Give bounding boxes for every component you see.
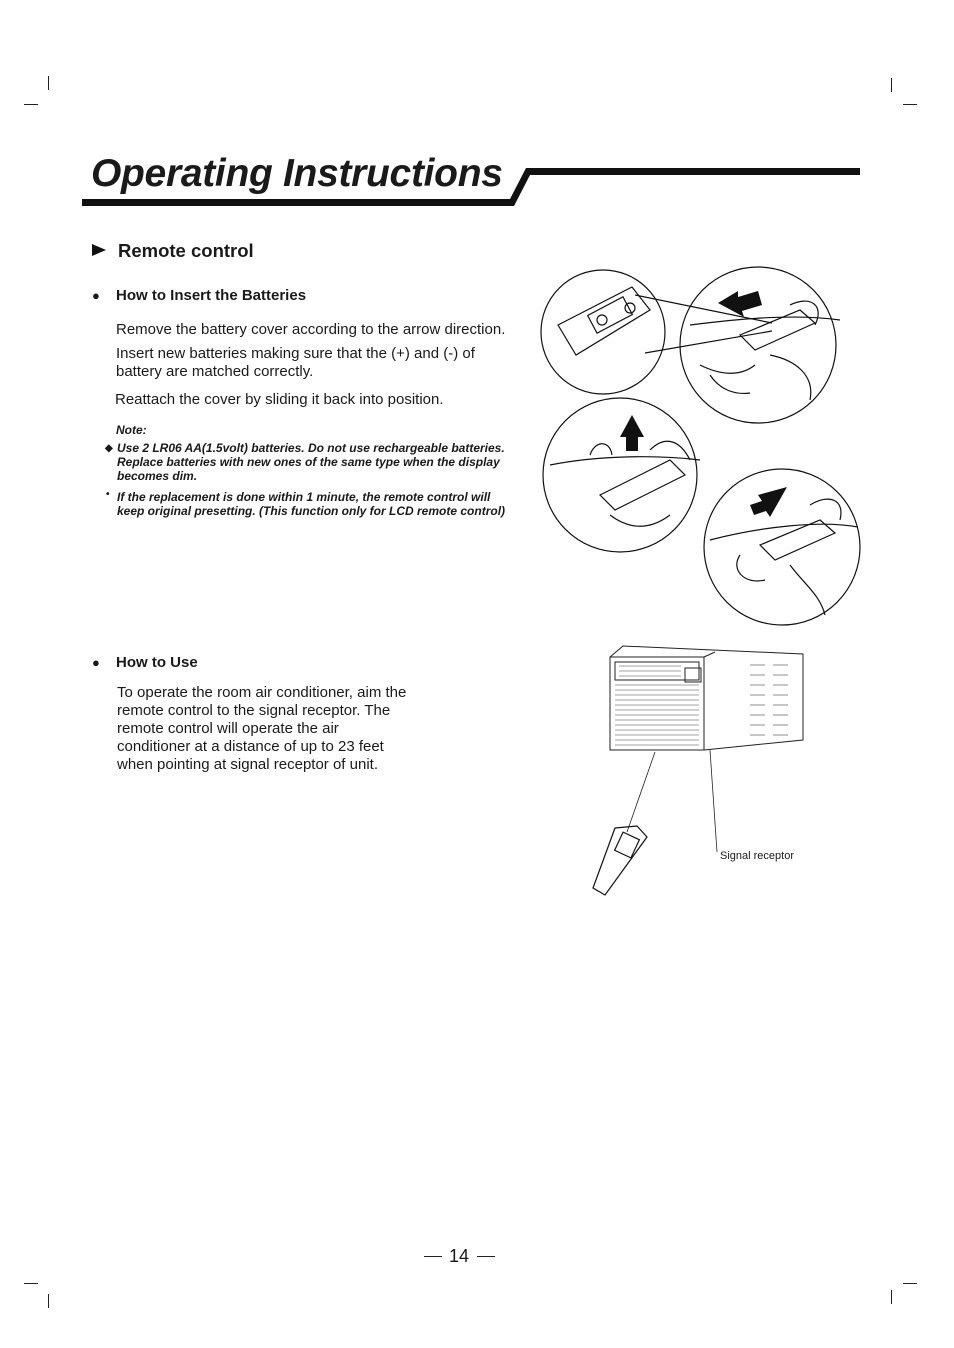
crop-mark xyxy=(48,1294,49,1308)
insert-step-2: Insert new batteries making sure that the (+) and (-) of battery are matched correctly. xyxy=(116,345,475,380)
note-1: Use 2 LR06 AA(1.5volt) batteries. Do not use rechargeable batteries. Replace batteries with new ones of the same type when the display becomes dim. xyxy=(117,441,505,483)
note-label: Note: xyxy=(116,423,147,437)
note-bullet-icon: ◆ xyxy=(105,443,113,454)
bullet-dot-icon: ● xyxy=(92,288,100,303)
air-conditioner-illustration xyxy=(585,640,815,905)
page-number-dash xyxy=(424,1256,442,1257)
section-heading: Remote control xyxy=(118,240,254,261)
page-number: 14 xyxy=(449,1246,470,1266)
note-bullet-icon: • xyxy=(106,489,110,500)
page-number-dash xyxy=(477,1256,495,1257)
insert-batteries-heading: How to Insert the Batteries xyxy=(116,287,307,304)
arrow-right-icon xyxy=(92,244,106,256)
insert-step-3: Reattach the cover by sliding it back into position. xyxy=(115,391,444,408)
crop-mark xyxy=(903,1283,917,1284)
bullet-dot-icon: ● xyxy=(92,655,100,670)
insert-step-1: Remove the battery cover according to the arrow direction. xyxy=(116,321,506,338)
how-to-use-text: To operate the room air conditioner, aim the remote control to the signal receptor. The remote control will operate the air conditioner at a distance of up to 23 feet when pointing at signal receptor of unit. xyxy=(117,684,407,773)
signal-receptor-caption: Signal receptor xyxy=(720,850,794,862)
how-to-use-heading: How to Use xyxy=(116,654,198,671)
note-2: If the replacement is done within 1 minute, the remote control will keep original presetting. (This function only for LCD remote control) xyxy=(117,490,506,518)
crop-mark xyxy=(24,1283,38,1284)
battery-insert-illustration xyxy=(540,265,870,625)
crop-mark xyxy=(891,1290,892,1304)
page-title: Operating Instructions xyxy=(91,152,503,195)
